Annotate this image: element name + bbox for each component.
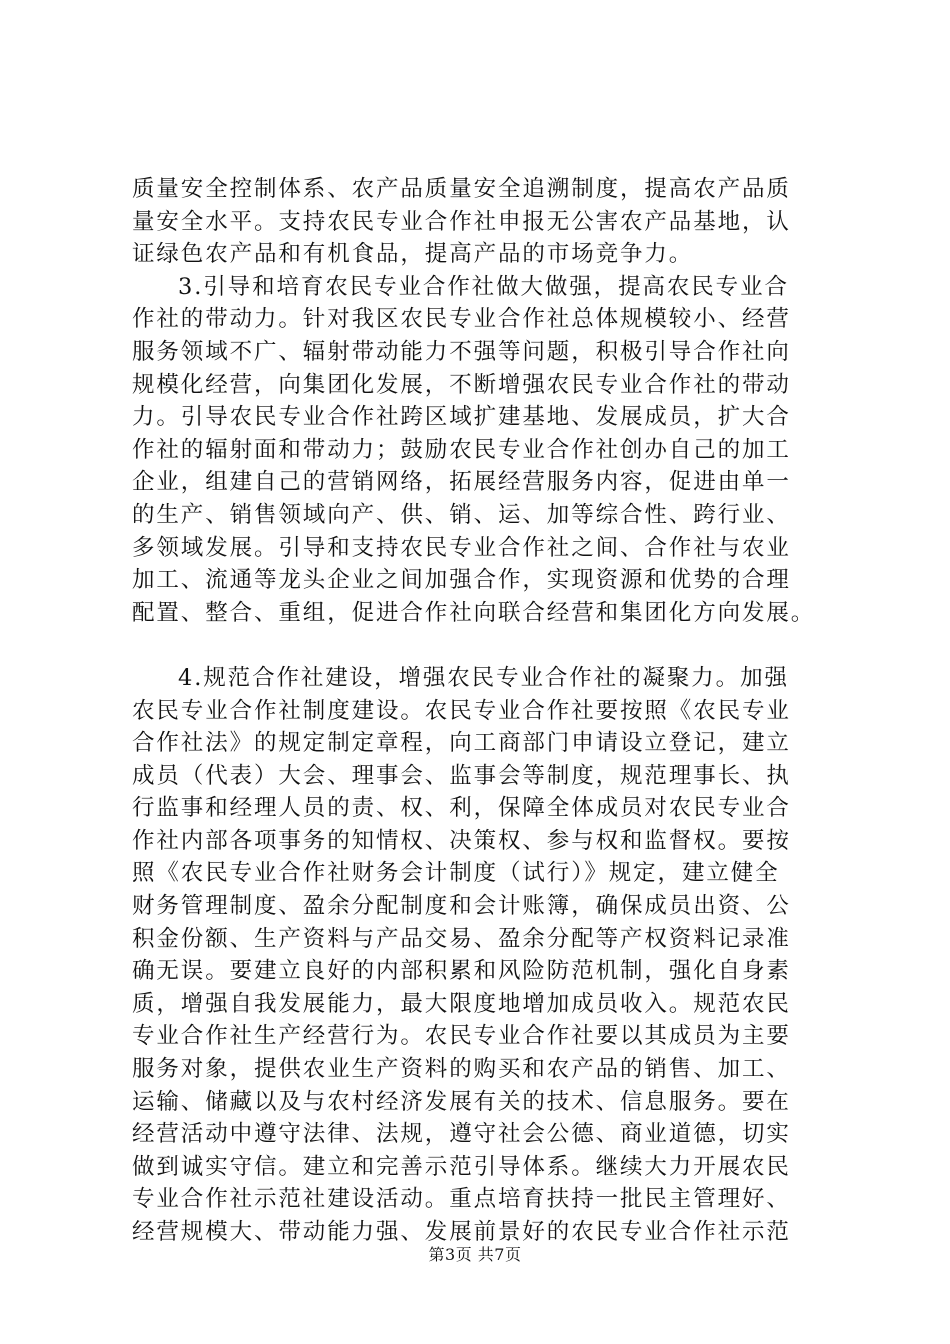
text-line: 确无误。要建立良好的内部积累和风险防范机制，强化自身素 — [132, 958, 791, 985]
text-line: 农民专业合作社制度建设。农民专业合作社要按照《农民专业 — [132, 697, 791, 724]
text-line: 质量安全控制体系、农产品质量安全追溯制度，提高农产品质 — [132, 176, 791, 202]
text-line: 服务领域不广、辐射带动能力不强等问题，积极引导合作社向 — [132, 338, 791, 365]
text-line: 作社内部各项事务的知情权、决策权、参与权和监督权。要按 — [132, 827, 791, 854]
text-line: 专业合作社生产经营行为。农民专业合作社要以其成员为主要 — [132, 1023, 791, 1050]
text-line: 配置、整合、重组，促进合作社向联合经营和集团化方向发展。 — [132, 599, 816, 626]
text-line: 作社的辐射面和带动力；鼓励农民专业合作社创办自己的加工 — [132, 436, 791, 463]
text-line: 做到诚实守信。建立和完善示范引导体系。继续大力开展农民 — [132, 1153, 791, 1180]
page-footer: 第3页 共7页 — [428, 1245, 522, 1264]
text-line: 合作社法》的规定制定章程，向工商部门申请设立登记，建立 — [132, 730, 791, 757]
text-line: 积金份额、生产资料与产品交易、盈余分配等产权资料记录准 — [132, 925, 791, 952]
text-line: 规模化经营，向集团化发展，不断增强农民专业合作社的带动 — [132, 371, 791, 398]
text-line: 运输、储藏以及与农村经济发展有关的技术、信息服务。要在 — [132, 1088, 791, 1115]
text-line: 作社的带动力。针对我区农民专业合作社总体规模较小、经营 — [132, 306, 791, 333]
text-line: 企业，组建自己的营销网络，拓展经营服务内容，促进由单一 — [132, 469, 791, 496]
text-line: 3.引导和培育农民专业合作社做大做强，提高农民专业合 — [178, 273, 789, 300]
text-line: 的生产、销售领域向产、供、销、运、加等综合性、跨行业、 — [132, 501, 791, 528]
document-body — [132, 173, 832, 1249]
text-line: 量安全水平。支持农民专业合作社申报无公害农产品基地，认 — [132, 208, 791, 235]
text-line: 力。引导农民专业合作社跨区域扩建基地、发展成员，扩大合 — [132, 404, 791, 431]
text-line: 专业合作社示范社建设活动。重点培育扶持一批民主管理好、 — [132, 1186, 791, 1213]
text-line: 行监事和经理人员的责、权、利，保障全体成员对农民专业合 — [132, 795, 791, 822]
blank-line — [132, 629, 832, 662]
text-line: 照《农民专业合作社财务会计制度（试行）》规定，建立健全 — [132, 860, 780, 887]
text-line: 证绿色农产品和有机食品，提高产品的市场竞争力。 — [132, 241, 694, 268]
text-line: 质，增强自我发展能力，最大限度地增加成员收入。规范农民 — [132, 990, 791, 1017]
text-line: 财务管理制度、盈余分配制度和会计账簿，确保成员出资、公 — [132, 893, 791, 920]
text-line: 经营规模大、带动能力强、发展前景好的农民专业合作社示范 — [132, 1219, 791, 1245]
text-line: 4.规范合作社建设，增强农民专业合作社的凝聚力。加强 — [178, 664, 789, 691]
text-line: 经营活动中遵守法律、法规，遵守社会公德、商业道德，切实 — [132, 1121, 791, 1148]
text-line: 多领域发展。引导和支持农民专业合作社之间、合作社与农业 — [132, 534, 791, 561]
text-line: 成员（代表）大会、理事会、监事会等制度，规范理事长、执 — [132, 762, 791, 789]
text-line: 加工、流通等龙头企业之间加强合作，实现资源和优势的合理 — [132, 567, 791, 594]
text-line: 服务对象，提供农业生产资料的购买和农产品的销售、加工、 — [132, 1056, 791, 1083]
